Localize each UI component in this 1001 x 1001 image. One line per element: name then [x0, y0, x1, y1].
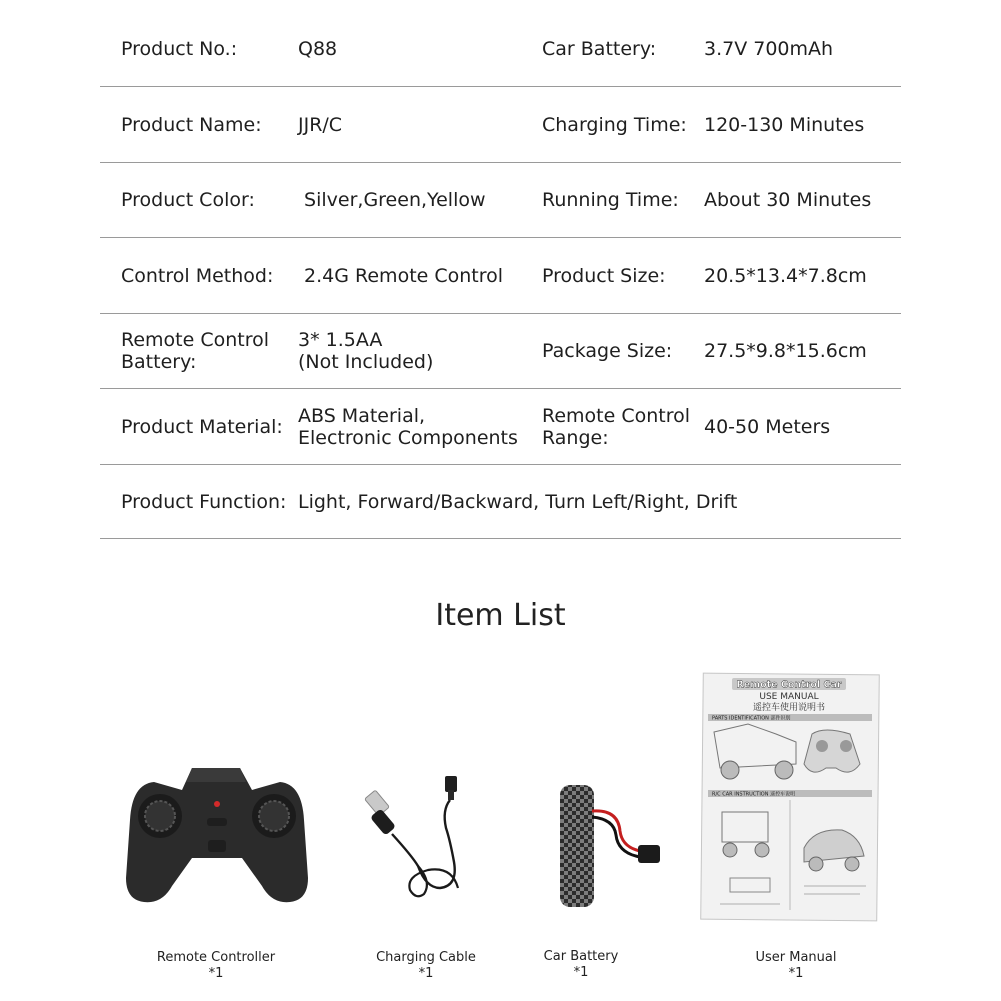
- spec-row-control-method: [100, 238, 901, 314]
- item-name: User Manual: [755, 950, 837, 965]
- item-caption-cable: [356, 950, 496, 982]
- car-battery-image: [548, 775, 668, 915]
- spec-label: Charging Time:: [542, 113, 687, 136]
- item-qty: *1: [788, 966, 804, 981]
- spec-value: About 30 Minutes: [704, 189, 872, 211]
- spec-label: [542, 389, 690, 464]
- spec-value-line: ABS Material,: [298, 404, 426, 427]
- item-qty: *1: [573, 965, 589, 980]
- manual-heading: USE MANUAL: [759, 692, 819, 702]
- item-qty: *1: [418, 966, 434, 981]
- spec-value: [298, 314, 433, 388]
- spec-value: Light, Forward/Backward, Turn Left/Right, Drift: [298, 490, 738, 513]
- manual-section-2: R/C CAR INSTRUCTION 遥控车说明: [712, 791, 796, 798]
- item-list-title: Item List: [435, 598, 566, 633]
- spec-value: 3.7V 700mAh: [704, 38, 834, 60]
- item-caption-battery: [511, 949, 651, 981]
- spec-label: Car Battery:: [542, 38, 657, 60]
- item-name: Remote Controller: [156, 950, 276, 965]
- spec-row-product-function: [100, 465, 901, 539]
- item-qty: *1: [208, 966, 224, 981]
- spec-value: JJR/C: [298, 113, 343, 136]
- spec-label: Control Method:: [121, 264, 274, 287]
- item-caption-remote: [146, 950, 286, 982]
- spec-label: Running Time:: [542, 189, 679, 211]
- spec-row-remote-battery: [100, 314, 901, 389]
- item-name: Charging Cable: [376, 950, 476, 965]
- user-manual-image: [700, 672, 882, 924]
- spec-label-line: Remote Control: [542, 404, 691, 427]
- spec-value-line: Electronic Components: [298, 426, 518, 449]
- manual-heading-cn: 遥控车使用说明书: [752, 703, 826, 713]
- spec-row-product-no: [100, 12, 901, 87]
- spec-label: Product No.:: [121, 38, 238, 60]
- spec-label: Product Material:: [121, 415, 283, 438]
- spec-row-product-name: [100, 87, 901, 163]
- spec-value: 40-50 Meters: [704, 415, 831, 438]
- spec-value: Silver,Green,Yellow: [298, 189, 486, 211]
- spec-value: [298, 389, 518, 464]
- spec-value: Q88: [298, 38, 338, 60]
- item-caption-manual: [726, 950, 866, 982]
- spec-value: 2.4G Remote Control: [298, 264, 504, 287]
- spec-label: Package Size:: [542, 340, 673, 362]
- manual-section-1: PARTS IDENTIFICATION 部件识别: [712, 715, 791, 722]
- spec-value: 120-130 Minutes: [704, 113, 865, 136]
- spec-row-product-color: [100, 163, 901, 238]
- charging-cable-image: [362, 770, 482, 910]
- spec-row-product-material: [100, 389, 901, 465]
- manual-banner: Remote Control Car: [736, 679, 842, 691]
- spec-label: [121, 314, 269, 388]
- spec-label-line: Remote Control: [121, 329, 270, 351]
- spec-value-line: (Not Included): [298, 351, 434, 373]
- spec-label-line: Battery:: [121, 351, 197, 373]
- spec-table: [100, 12, 901, 539]
- spec-label: Product Name:: [121, 113, 262, 136]
- spec-label: Product Size:: [542, 264, 666, 287]
- item-name: Car Battery: [543, 949, 619, 964]
- spec-value-line: 3* 1.5AA: [298, 329, 383, 351]
- spec-label-line: Range:: [542, 426, 609, 449]
- spec-value: 27.5*9.8*15.6cm: [704, 340, 867, 362]
- remote-controller-image: [122, 760, 312, 910]
- spec-value: 20.5*13.4*7.8cm: [704, 264, 867, 287]
- spec-label: Product Color:: [121, 189, 255, 211]
- spec-label: Product Function:: [121, 490, 287, 513]
